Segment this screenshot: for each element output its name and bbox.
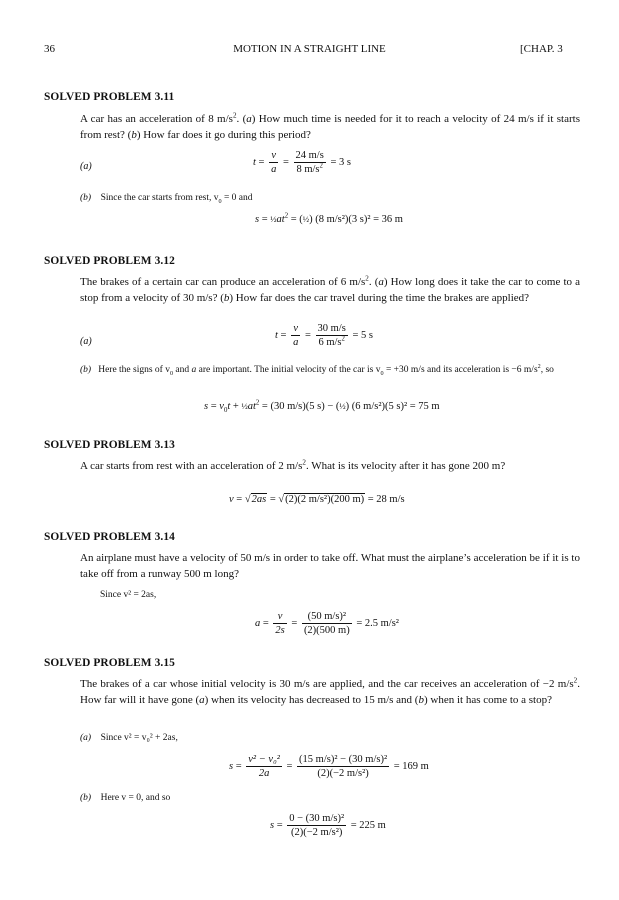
equation-3-15-b: s = $\frac{\text{0 − (30 m/s)²}}{\text{(2)(−2 m/s²)}}$ = 225 m (270, 813, 386, 838)
problem-3-13-statement: A car starts from rest with an acceleration of 2 $m/s^2$. What is its velocity after it has gone 200 m? (80, 458, 506, 472)
equation-3-13: v = √2as = √(2)(2 m/s²)(200 m) = 28 m/s (229, 494, 405, 505)
part-a-since: (a) Since v² = v₀² + 2as, (80, 733, 178, 743)
running-head: MOTION IN A STRAIGHT LINE (233, 43, 386, 55)
problem-3-15-title: SOLVED PROBLEM 3.15 (44, 657, 175, 669)
problem-3-15-statement: The brakes of a car whose initial velocity is 30 m/s are applied, and the car receives an acceleration of −2 $m/s^2$. How far will it have gone (a) when its velocity has decreased to 15 m/s and (b) when it has come to a stop? (80, 676, 580, 706)
part-a-label: (a) (80, 336, 92, 347)
problem-3-11-title: SOLVED PROBLEM 3.11 (44, 91, 175, 103)
equation-3-11-a: t = $\frac{v}{a}$ = $\frac{24 m/s}{8 m/s^2}$ = 3 s (253, 150, 351, 175)
since-line: Since v² = 2as, (100, 590, 157, 600)
equation-3-11-b: $s = \frac{1}{2}at^2$ = (½) (8 m/s²)(3 s)² = 36 m (255, 212, 403, 225)
equation-3-15-a: s = $\frac{\text{v² − v₀²}}{2a}$ = $\frac{\text{(15 m/s)² − (30 m/s)²}}{\text{(2)(−2 m/s²)}}$ = 169 m (229, 754, 429, 779)
equation-3-14: a = $\frac{v}{2s}$ = $\frac{\text{(50 m/s)²}}{(2)(500 m)}$ = 2.5 m/s² (255, 611, 399, 636)
problem-3-12-title: SOLVED PROBLEM 3.12 (44, 255, 175, 267)
part-b-text: (b) Here the signs of $v_0$ and a are important. The initial velocity of the car is $v_0 = +30$ m/s and its acceleration is −6 $m/s^2$, so (80, 363, 554, 377)
part-b-line: (b) Since the car starts from rest, $v_0 = 0$ and (80, 193, 253, 205)
problem-3-14-title: SOLVED PROBLEM 3.14 (44, 531, 175, 543)
problem-3-14-statement: An airplane must have a velocity of 50 m/s in order to take off. What must the airplane’s acceleration be if it is to take off from a runway 500 m long? (80, 552, 580, 580)
part-b-line: (b) Here v = 0, and so (80, 793, 171, 803)
chapter-ref: [CHAP. 3 (520, 43, 563, 55)
equation-3-12-a: t = $\frac{v}{a}$ = $\frac{30 m/s}{6 m/s^2}$ = 5 s (275, 323, 373, 348)
problem-3-12-statement: The brakes of a certain car can produce an acceleration of 6 $m/s^2$. (a) How long does it take the car to come to a stop from a velocity of 30 m/s? (b) How far does the car travel during the time the brakes are applied? (80, 274, 581, 304)
equation-3-12-b: $s = v_0t$ + $\frac{1}{2}at^2 = (30$ m/s)(5 s) − (½) (6 m/s²)(5 s)² = 75 m (204, 399, 440, 415)
page-number: 36 (44, 43, 55, 55)
problem-3-13-title: SOLVED PROBLEM 3.13 (44, 439, 175, 451)
part-a-label: (a) (80, 161, 92, 172)
problem-3-11-statement: A car has an acceleration of 8 $m/s^2$. (a) How much time is needed for it to reach a velocity of 24 m/s if it starts from rest? (b) How far does it go during this period? (80, 111, 580, 141)
